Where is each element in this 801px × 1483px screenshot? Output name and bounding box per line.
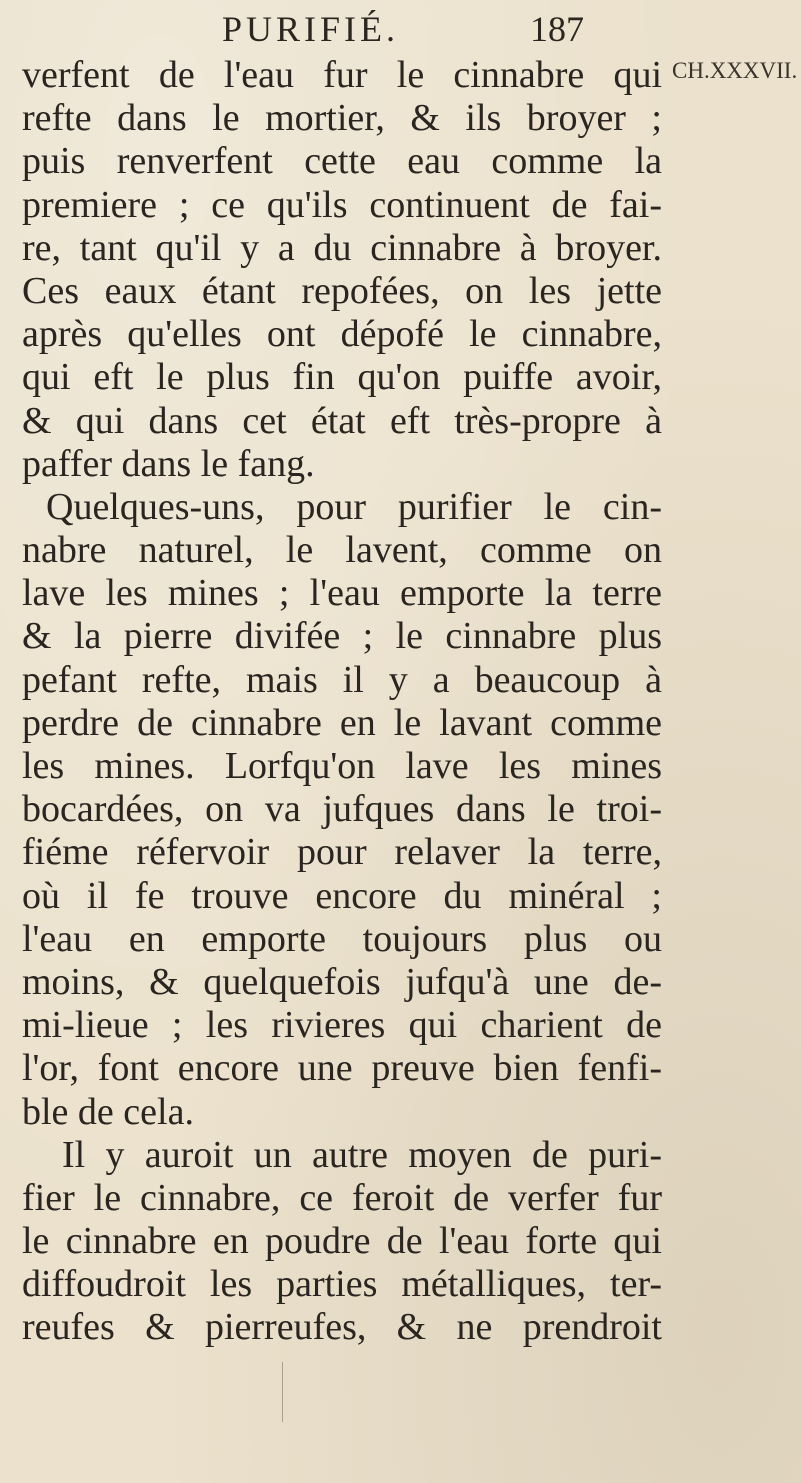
text-line: diffoudroit les parties métalliques, ter- <box>22 1263 662 1306</box>
chapter-margin-note: CH.XXXVII. <box>672 58 798 83</box>
page-header <box>0 6 801 52</box>
paragraph-start-line: Quelques-uns, pour purifier le cin- <box>46 485 662 528</box>
body-text <box>22 54 662 1350</box>
text-line: bocardées, on va jufques dans le troi- <box>22 788 662 831</box>
text-line: l'eau en emporte toujours plus ou <box>22 917 662 960</box>
text-line: & qui dans cet état eft très-propre à <box>22 399 662 442</box>
text-line: les mines. Lorfqu'on lave les mines <box>22 745 662 787</box>
text-line: où il fe trouve encore du minéral ; <box>22 874 662 917</box>
page-number: 187 <box>530 9 584 49</box>
text-line: nabre naturel, le lavent, comme on <box>22 529 662 572</box>
text-line: lave les mines ; l'eau emporte la terre <box>22 572 662 615</box>
text-line: le cinnabre en poudre de l'eau forte qui <box>22 1220 662 1263</box>
text-line: fier le cinnabre, ce feroit de verfer fur <box>22 1176 662 1219</box>
paragraph-start-line: Il y auroit un autre moyen de puri- <box>62 1133 662 1176</box>
text-line: re, tant qu'il y a du cinnabre à broyer. <box>22 226 662 269</box>
text-line: fiéme réfervoir pour relaver la terre, <box>22 831 662 874</box>
text-line: puis renverfent cette eau comme la <box>22 140 662 183</box>
text-line: qui eft le plus fin qu'on puiffe avoir, <box>22 356 662 399</box>
text-line: pefant refte, mais il y a beaucoup à <box>22 658 662 701</box>
text-line: verfent de l'eau fur le cinnabre qui <box>22 54 662 96</box>
text-line: après qu'elles ont dépofé le cinnabre, <box>22 313 662 356</box>
running-head: PURIFIÉ. <box>222 9 400 49</box>
text-line: & la pierre divifée ; le cinnabre plus <box>22 615 662 658</box>
text-line: Ces eaux étant repofées, on les jette <box>22 269 662 312</box>
text-line: mi-lieue ; les rivieres qui charient de <box>22 1004 662 1047</box>
text-line: premiere ; ce qu'ils continuent de fai- <box>22 183 662 226</box>
text-line: reufes & pierreufes, & ne prendroit <box>22 1306 662 1349</box>
text-line: ble de cela. <box>22 1090 194 1133</box>
text-line: moins, & quelquefois jufqu'à une de- <box>22 960 662 1003</box>
ink-mark <box>282 1362 297 1422</box>
text-line: l'or, font encore une preuve bien fenfi- <box>22 1047 662 1090</box>
text-line: paffer dans le fang. <box>22 442 315 485</box>
text-line: refte dans le mortier, & ils broyer ; <box>22 97 662 140</box>
text-line: perdre de cinnabre en le lavant comme <box>22 701 662 744</box>
